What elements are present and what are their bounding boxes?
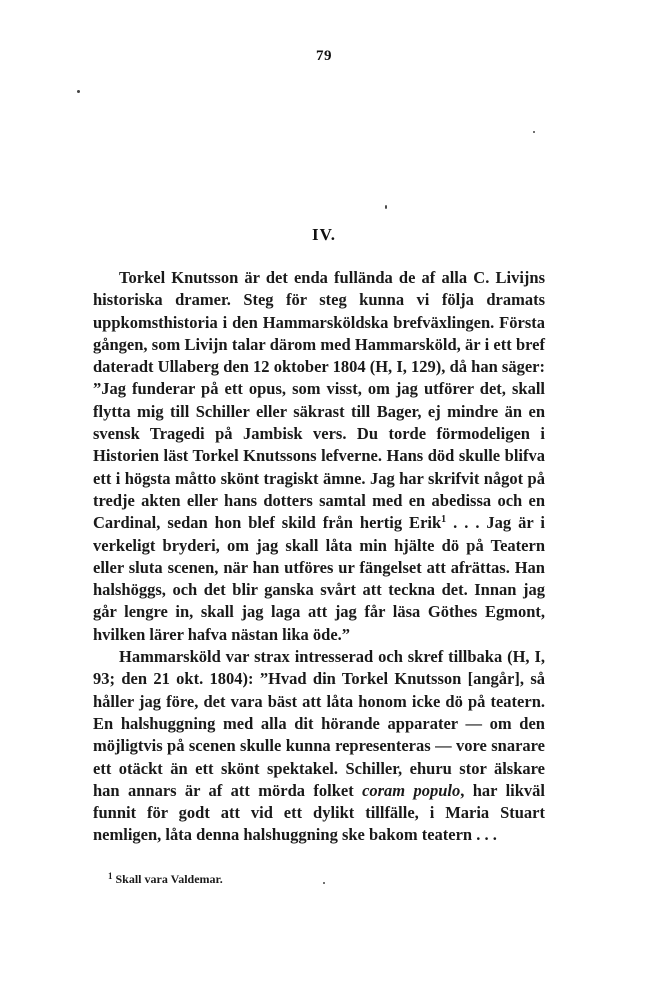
print-speck [77,90,80,93]
footnote [108,872,528,887]
paragraph-text: , har likväl funnit för godt att vid ett dylikt tillfälle, i Maria Stuart nemligen, låta denna halshuggning ske bakom teatern . . . [93,780,545,845]
print-speck [385,205,387,209]
footnote-text: Skall vara Valdemar. [112,872,223,886]
body-text [93,267,545,847]
footnote-mark: 1 [108,871,113,881]
paragraph-text: Torkel Knutsson är det enda fullända de af alla C. Livijns historiska dramer. Steg för steg kunna vi följa dramats uppkomsthistoria i den Hammarsköldska brefväxlingen. Första gången, som Livijn talar därom med Hammarsköld, är i ett bref dateradt Ullaberg den 12 oktober 1804 (H, I, 129), då han säger: ”Jag funderar på ett opus, som visst, om jag utförer det, skall flytta mig till Schiller eller säkrast till Bager, ej mindre än en svensk Tragedi på Jambisk vers. Du torde förmodeligen i Historien läst Torkel Knutssons lefverne. Hans död skulle blifva ett i högsta måtto skönt tragiskt ämne. Jag har skrifvit något på tredje akten eller hans dotters samtal med en abedissa och en Cardinal, sedan hon blef skild från hertig Erik [93,268,545,533]
footnote-reference: 1 [441,514,447,526]
page-number: 79 [316,48,332,64]
paragraph-text: Hammarsköld var strax intresserad och skref tillbaka (H, I, 93; den 21 okt. 1804): ”Hvad din Torkel Knutsson [angår], så håller jag före, det vara bäst att låta honom icke dö på teatern. En halshuggning med alla dit hörande apparater — om den möjligtvis på scenen skulle kunna representeras — vore snarare ett otäckt än ett skönt spektakel. Schiller, ehuru stor älskare han annars är af att mörda folket [93,647,545,800]
paragraph-text: . . . Jag är i verkeligt bryderi, om jag skall låta min hjälte dö på Teatern eller sluta scenen, när han utföres ur fängelset att afrättas. Han halshöggs, och det blir ganska svårt att teckna det. Innan jag går lengre in, skall jag laga att jag får läsa Göthes Egmont, hvilken lärer hafva nästan lika öde.” [93,513,545,644]
italic-phrase: coram populo [362,780,461,800]
print-speck [533,131,535,133]
chapter-heading: IV. [312,225,336,244]
paragraph [93,267,545,646]
paragraph [93,646,545,847]
